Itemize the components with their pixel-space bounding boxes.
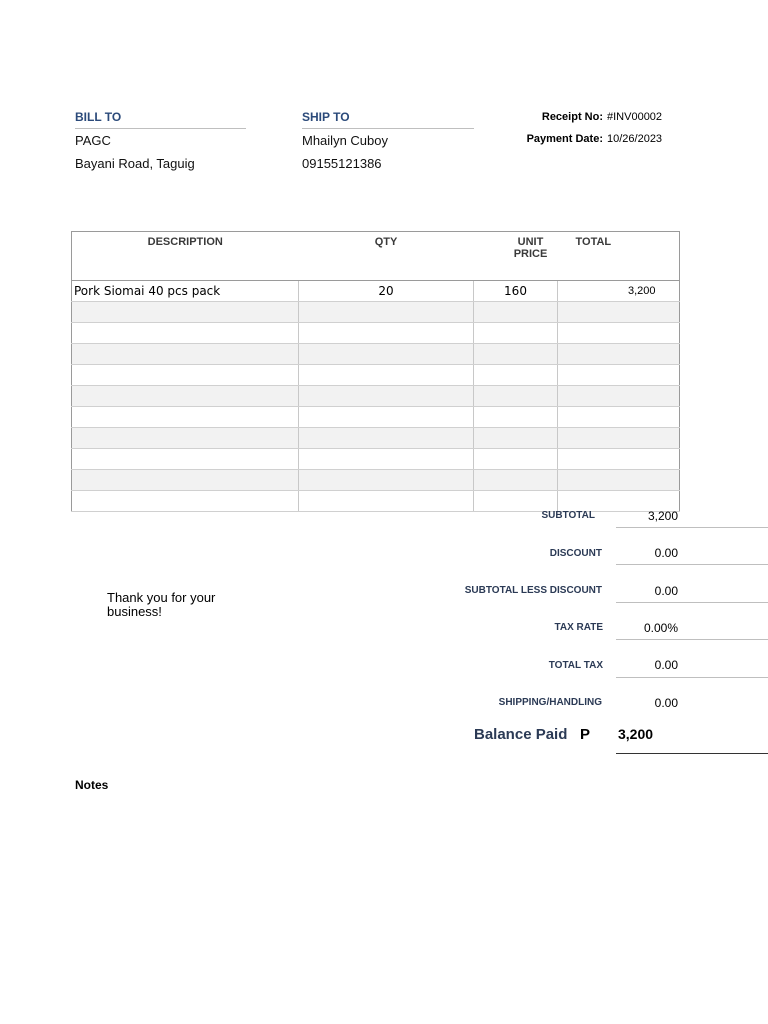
shipping-value: 0.00 (654, 696, 678, 710)
table-row (72, 344, 680, 365)
header-description: DESCRIPTION (72, 232, 299, 281)
subtotal-less-discount-label: SUBTOTAL LESS DISCOUNT (464, 585, 602, 596)
subtotal-value: 3,200 (647, 509, 678, 523)
table-row (72, 407, 680, 428)
table-row (72, 470, 680, 491)
shipping-label: SHIPPING/HANDLING (498, 697, 602, 708)
item-total: 3,200 (558, 281, 680, 302)
total-tax-label: TOTAL TAX (548, 660, 603, 671)
ship-to-name: Mhailyn Cuboy (302, 133, 388, 148)
bill-to-label: BILL TO (75, 110, 246, 129)
item-qty: 20 (299, 281, 474, 302)
table-row (72, 281, 680, 302)
table-row (72, 386, 680, 407)
table-row (72, 365, 680, 386)
subtotal-label: SUBTOTAL (541, 510, 595, 521)
header-unit-price: UNIT PRICE (474, 232, 558, 281)
table-header-row (72, 232, 680, 281)
discount-value: 0.00 (654, 546, 678, 560)
payment-date-value: 10/26/2023 (607, 133, 663, 145)
discount-label: DISCOUNT (549, 548, 602, 559)
bill-to-name: PAGC (75, 133, 111, 148)
total-tax-value: 0.00 (654, 658, 678, 672)
subtotal-less-discount-value: 0.00 (654, 584, 678, 598)
currency-symbol: P (580, 726, 591, 743)
bill-to-address: Bayani Road, Taguig (75, 156, 195, 171)
table-row (72, 491, 680, 512)
ship-to-label: SHIP TO (302, 110, 474, 129)
balance-paid-label: Balance Paid (474, 726, 568, 743)
tax-rate-label: TAX RATE (554, 622, 603, 633)
items-table (71, 231, 680, 512)
receipt-no-value: #INV00002 (607, 111, 663, 123)
table-row (72, 428, 680, 449)
thank-you-message: Thank you for your business! (107, 590, 216, 619)
header-total: TOTAL (558, 232, 680, 281)
table-row (72, 449, 680, 470)
item-unit-price: 160 (474, 281, 558, 302)
header-qty: QTY (299, 232, 474, 281)
payment-date-label: Payment Date: (526, 133, 603, 145)
ship-to-phone: 09155121386 (302, 156, 382, 171)
item-description: Pork Siomai 40 pcs pack (72, 281, 299, 302)
balance-paid-value: 3,200 (618, 726, 654, 742)
table-row (72, 323, 680, 344)
table-row (72, 302, 680, 323)
tax-rate-value: 0.00% (643, 621, 678, 635)
receipt-no-label: Receipt No: (541, 111, 603, 123)
notes-label: Notes (75, 778, 109, 792)
